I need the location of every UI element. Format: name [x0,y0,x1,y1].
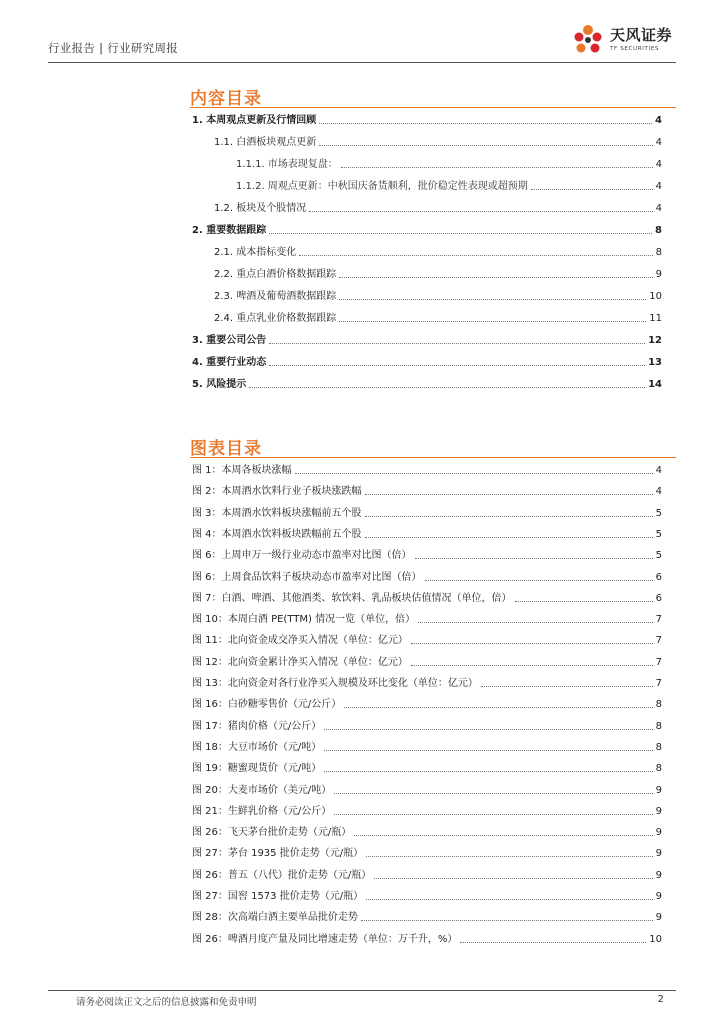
figure-entry-label: 图 26：普五（八代）批价走势（元/瓶） [192,869,372,881]
dot-leader [249,387,645,388]
dot-leader [415,558,653,559]
toc-entry-page: 14 [648,379,662,390]
figure-entry-label: 图 27：国窖 1573 批价走势（元/瓶） [192,891,364,902]
figure-entry[interactable] [192,571,662,584]
toc-entry[interactable] [236,158,662,171]
toc-entry[interactable] [192,224,662,237]
figure-entry-label: 图 6：上周申万一级行业动态市盈率对比图（倍） [192,550,412,562]
dot-leader [324,750,652,751]
figure-entry-page: 9 [655,912,662,924]
dot-leader [269,233,652,234]
figure-entry-page: 5 [655,528,662,540]
figure-entry-page: 9 [655,827,662,839]
figure-entry[interactable] [192,549,662,562]
figure-entry[interactable] [192,613,662,626]
figure-entry-page: 4 [655,465,662,476]
toc-title-rule [190,107,676,108]
figure-entry-label: 图 6：上周食品饮料子板块动态市盈率对比图（倍） [192,571,422,583]
figure-entry[interactable] [192,890,662,903]
figure-entry[interactable] [192,592,662,605]
figure-entry[interactable] [192,634,662,647]
figure-entry-label: 图 18：大豆市场价（元/吨） [192,741,322,753]
toc-entry-label: 1.1.2. 周观点更新：中秋国庆备货顺利，批价稳定性表现或超预期 [236,181,528,192]
figure-entry-page: 5 [655,550,662,562]
dot-leader [411,643,653,644]
figure-entry-page: 7 [655,656,662,668]
figure-entry-label: 图 1：本周各板块涨幅 [192,465,292,476]
toc-entry[interactable] [214,136,662,149]
dot-leader [418,622,653,623]
figure-entry-page: 7 [655,678,662,689]
dot-leader [366,856,653,857]
figures-title: 图表目录 [190,439,262,459]
figure-entry[interactable] [192,933,662,946]
dot-leader [354,835,652,836]
dot-leader [460,942,646,943]
dot-leader [339,321,646,322]
page-number: 2 [657,994,664,1005]
dot-leader [366,899,653,900]
figure-entry[interactable] [192,656,662,669]
figure-entry-page: 9 [655,805,662,817]
dot-leader [324,771,652,772]
toc-entry-page: 9 [655,269,662,280]
dot-leader [341,167,653,168]
figure-entry-page: 7 [655,635,662,647]
toc-entry-page: 4 [655,137,662,148]
figure-entry[interactable] [192,762,662,775]
dot-leader [374,878,652,879]
figure-entry[interactable] [192,784,662,797]
figure-entry-label: 图 21：生鲜乳价格（元/公斤） [192,805,332,817]
figure-entry[interactable] [192,847,662,860]
dot-leader [299,255,652,256]
dot-leader [334,814,652,815]
figure-entry-label: 图 26：飞天茅台批价走势（元/瓶） [192,827,352,839]
header-rule [48,62,676,63]
figure-entry-label: 图 16：白砂糖零售价（元/公斤） [192,699,342,711]
figure-entry-page: 9 [655,891,662,902]
toc-entry[interactable] [192,378,662,391]
figure-entry-label: 图 11：北向资金成交净买入情况（单位：亿元） [192,635,408,647]
figure-entry-label: 图 19：糖蜜现货价（元/吨） [192,763,322,775]
figure-entry[interactable] [192,464,662,477]
dot-leader [309,211,652,212]
toc-entry-label: 1. 本周观点更新及行情回顾 [192,115,317,126]
brand-english-name: TF SECURITIES [610,46,659,52]
dot-leader [411,665,653,666]
figure-entry-page: 8 [655,763,662,775]
dot-leader [361,920,653,921]
flower-logo-icon [568,20,608,60]
dot-leader [339,299,646,300]
figure-entry[interactable] [192,677,662,690]
figures-title-rule [190,457,676,458]
figure-entry-page: 7 [655,614,662,626]
dot-leader [365,537,653,538]
toc-entry-label: 1.1.1. 市场表现复盘： [236,159,338,170]
toc-entry-page: 4 [655,115,662,126]
dot-leader [365,494,653,495]
figure-entry[interactable] [192,869,662,882]
figure-entry[interactable] [192,805,662,818]
figure-entry-label: 图 10：本周白酒 PE(TTM) 情况一览（单位，倍） [192,614,416,626]
toc-entry-page: 12 [648,335,662,346]
toc-entry-page: 4 [655,159,662,170]
figure-entry[interactable] [192,720,662,733]
toc-entry[interactable] [192,334,662,347]
toc-entry-page: 4 [655,181,662,192]
figure-entry[interactable] [192,485,662,498]
figure-entry[interactable] [192,741,662,754]
toc-entry[interactable] [214,202,662,215]
dot-leader [324,729,652,730]
figure-entry-page: 6 [655,571,662,583]
dot-leader [365,516,653,517]
figure-entry-label: 图 12：北向资金累计净买入情况（单位：亿元） [192,656,408,668]
figure-entry-label: 图 7：白酒、啤酒、其他酒类、软饮料、乳品板块估值情况（单位，倍） [192,592,512,604]
toc-entry-page: 8 [655,247,662,258]
figure-entry-label: 图 2：本周酒水饮料行业子板块涨跌幅 [192,486,362,498]
toc-entry[interactable] [192,356,662,369]
toc-entry-label: 1.1. 白酒板块观点更新 [214,137,317,148]
footer-disclaimer: 请务必阅读正文之后的信息披露和免责申明 [76,997,257,1008]
figure-entry[interactable] [192,911,662,924]
figure-entry-label: 图 3：本周酒水饮料板块涨幅前五个股 [192,507,362,519]
toc-entry-label: 3. 重要公司公告 [192,335,267,346]
report-type-label: 行业报告 | 行业研究周报 [48,41,179,55]
figure-entry-label: 图 28：次高端白酒主要单品批价走势 [192,912,358,924]
toc-entry[interactable] [214,312,662,325]
toc-entry-label: 1.2. 板块及个股情况 [214,203,307,214]
dot-leader [425,580,653,581]
figure-entry[interactable] [192,826,662,839]
toc-entry[interactable] [192,114,662,127]
figure-entry-label: 图 13：北向资金对各行业净买入规模及环比变化（单位：亿元） [192,678,478,689]
toc-title: 内容目录 [190,89,262,109]
dot-leader [344,707,652,708]
brand-logo [568,20,680,60]
toc-entry-page: 10 [649,291,662,302]
toc-entry-label: 2.2. 重点白酒价格数据跟踪 [214,269,337,280]
footer-rule [48,990,676,991]
figure-entry[interactable] [192,507,662,520]
toc-entry-label: 2.1. 成本指标变化 [214,247,297,258]
toc-entry-label: 2. 重要数据跟踪 [192,225,267,236]
toc-entry[interactable] [214,268,662,281]
toc-entry-label: 4. 重要行业动态 [192,357,267,368]
figure-entry-page: 9 [655,848,662,860]
figure-entry-page: 5 [655,507,662,519]
figure-entry-page: 9 [655,784,662,796]
figure-entry-page: 8 [655,699,662,711]
figure-entry-page: 4 [655,486,662,498]
toc-entry-label: 2.4. 重点乳业价格数据跟踪 [214,313,337,324]
figure-entry-label: 图 4：本周酒水饮料板块跌幅前五个股 [192,528,362,540]
figure-entry-page: 8 [655,741,662,753]
figure-entry[interactable] [192,698,662,711]
figure-entry-label: 图 17：猪肉价格（元/公斤） [192,720,322,732]
toc-entry-label: 2.3. 啤酒及葡萄酒数据跟踪 [214,291,337,302]
dot-leader [295,473,653,474]
dot-leader [319,123,652,124]
toc-entry-page: 8 [655,225,662,236]
toc-entry[interactable] [236,180,662,193]
figure-entry[interactable] [192,528,662,541]
toc-entry[interactable] [214,290,662,303]
toc-entry[interactable] [214,246,662,259]
figure-entry-label: 图 20：大麦市场价（美元/吨） [192,784,332,796]
dot-leader [481,686,653,687]
dot-leader [531,189,653,190]
toc-entry-page: 11 [649,313,662,324]
figure-entry-label: 图 27：茅台 1935 批价走势（元/瓶） [192,848,364,860]
figure-entry-label: 图 26：啤酒月度产量及同比增速走势（单位：万千升，%） [192,933,458,945]
figure-entry-page: 6 [655,592,662,604]
brand-name: 天风证券 [610,26,673,44]
dot-leader [269,343,645,344]
dot-leader [339,277,652,278]
figure-entry-page: 10 [649,933,662,945]
figure-entry-page: 8 [655,720,662,732]
dot-leader [319,145,652,146]
dot-leader [269,365,645,366]
toc-entry-page: 13 [648,357,662,368]
figure-entry-page: 9 [655,869,662,881]
dot-leader [515,601,653,602]
dot-leader [334,793,652,794]
toc-entry-label: 5. 风险提示 [192,379,247,390]
toc-entry-page: 4 [655,203,662,214]
